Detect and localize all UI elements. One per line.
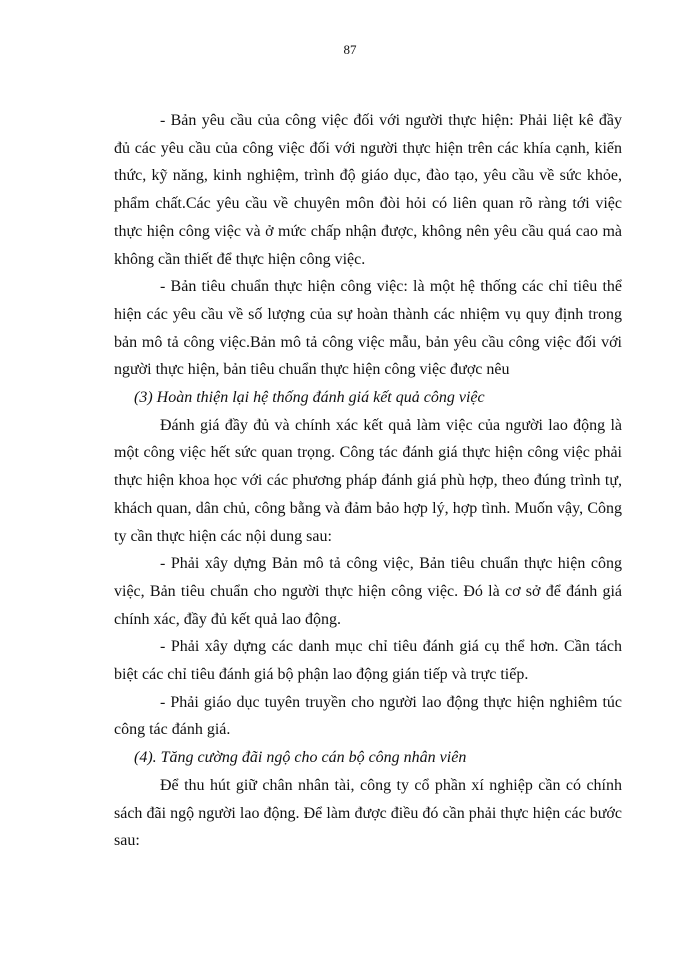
paragraph-job-requirements: - Bản yêu cầu của công việc đối với người thực hiện: Phải liệt kê đầy đủ các yêu cầu của công việc đối với người thực hiện trên các khía cạnh, kiến thức, kỹ năng, kinh nghiệm, trình độ giáo dục, đào tạo, yêu cầu về sức khỏe, phẩm chất.Các yêu cầu về chuyên môn đòi hỏi có liên quan rõ ràng tới việc thực hiện công việc và ở mức chấp nhận được, không nên yêu cầu quá cao mà không cần thiết để thực hiện công việc. bbox=[114, 112, 622, 268]
paragraph-educate-workers: - Phải giáo dục tuyên truyền cho người lao động thực hiện nghiêm túc công tác đánh giá. bbox=[114, 693, 622, 739]
page-number: 87 bbox=[343, 42, 357, 57]
paragraph-evaluation-intro: Đánh giá đầy đủ và chính xác kết quả làm việc của người lao động là một công việc hết sức quan trọng. Công tác đánh giá thực hiện công việc phải thực hiện khoa học với các phương pháp đánh giá phù hợp, theo đúng trình tự, khách quan, dân chủ, công bằng và đảm bảo hợp lý, hợp tình. Muốn vậy, Công ty cần thực hiện các nội dung sau: bbox=[114, 416, 622, 545]
document-body bbox=[114, 107, 622, 855]
paragraph-build-criteria: - Phải xây dựng các danh mục chỉ tiêu đánh giá cụ thể hơn. Cần tách biệt các chỉ tiêu đánh giá bộ phận lao động gián tiếp và trực tiếp. bbox=[114, 638, 622, 684]
section-heading-evaluation: (3) Hoàn thiện lại hệ thống đánh giá kết quả công việc bbox=[134, 389, 485, 407]
paragraph-benefits-intro: Để thu hút giữ chân nhân tài, công ty cổ phần xí nghiệp cần có chính sách đãi ngộ người lao động. Để làm được điều đó cần phải thực hiện các bước sau: bbox=[114, 776, 622, 850]
paragraph-build-descriptions: - Phải xây dựng Bản mô tả công việc, Bản tiêu chuẩn thực hiện công việc, Bản tiêu chuẩn cho người thực hiện công việc. Đó là cơ sở để đánh giá chính xác, đầy đủ kết quả lao động. bbox=[114, 555, 622, 628]
section-heading-benefits: (4). Tăng cường đãi ngộ cho cán bộ công nhân viên bbox=[134, 749, 467, 767]
paragraph-performance-standards: - Bản tiêu chuẩn thực hiện công việc: là một hệ thống các chỉ tiêu thể hiện các yêu cầu về số lượng của sự hoàn thành các nhiệm vụ quy định trong bản mô tả công việc.Bản mô tả công việc mẫu, bản yêu cầu công việc đối với người thực hiện, bản tiêu chuẩn thực hiện công việc được nêu bbox=[114, 278, 622, 379]
